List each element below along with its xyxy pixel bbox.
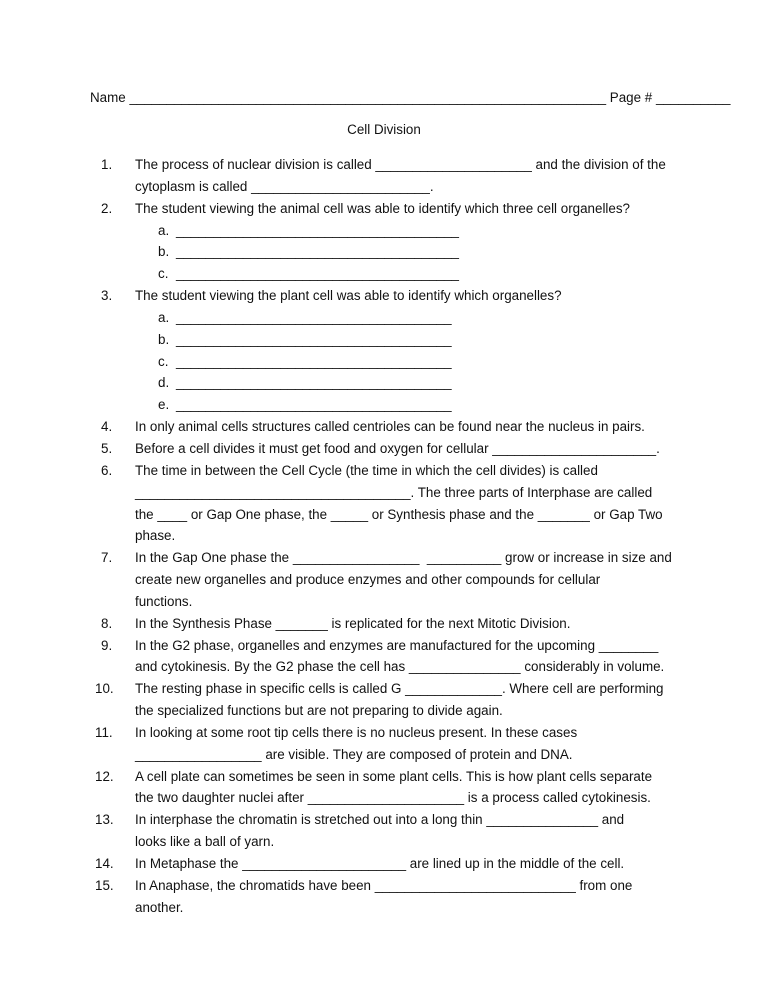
question-line <box>0 744 768 766</box>
question-line <box>0 591 768 613</box>
answer-line-item <box>0 263 768 285</box>
question-number: 7. <box>101 550 113 566</box>
answer-line-item <box>0 307 768 329</box>
question-text: In interphase the chromatin is stretched out into a long thin _______________ and <box>135 812 625 828</box>
question-line <box>0 897 768 919</box>
question-text: In Anaphase, the chromatids have been ___________________________ from one <box>135 877 633 893</box>
question-text: create new organelles and produce enzymes and other compounds for cellular <box>135 572 601 588</box>
answer-line-item <box>0 372 768 394</box>
question-line <box>0 787 768 809</box>
question-line <box>0 700 768 722</box>
question-line <box>0 416 768 438</box>
question-list <box>0 154 768 919</box>
question-line <box>0 176 768 198</box>
question-number: 13. <box>95 812 114 828</box>
sub-item-letter: a. <box>158 309 170 325</box>
question-line <box>0 722 768 744</box>
question-text: the two daughter nuclei after _____________________ is a process called cytokinesis. <box>135 790 651 806</box>
question-text: another. <box>135 899 184 915</box>
answer-blank: ______________________________________ <box>176 266 459 282</box>
question-line <box>0 656 768 678</box>
answer-line-item <box>0 241 768 263</box>
question-line <box>0 613 768 635</box>
question-line <box>0 853 768 875</box>
question-text: The resting phase in specific cells is called G _____________. Where cell are performing <box>135 681 664 697</box>
question-text: The student viewing the plant cell was able to identify which organelles? <box>135 288 562 304</box>
answer-blank: ______________________________________ <box>176 244 459 260</box>
question-number: 11. <box>95 724 113 740</box>
answer-blank: ______________________________________ <box>176 222 459 238</box>
name-page-header: Name ________________________________________________________________ Page # __________ <box>90 90 731 105</box>
question-number: 14. <box>95 856 114 871</box>
question-number: 1. <box>101 157 113 172</box>
question-line <box>0 678 768 700</box>
answer-blank: _____________________________________ <box>176 353 452 369</box>
question-line <box>0 831 768 853</box>
question-line <box>0 547 768 569</box>
question-text: The process of nuclear division is called _____________________ and the division of the <box>135 157 666 172</box>
sub-item-letter: e. <box>158 397 170 413</box>
question-line <box>0 809 768 831</box>
question-text: the ____ or Gap One phase, the _____ or Synthesis phase and the _______ or Gap Two <box>135 506 663 522</box>
question-number: 12. <box>95 768 114 784</box>
question-text: In Metaphase the ______________________ are lined up in the middle of the cell. <box>135 856 625 871</box>
answer-line-item <box>0 329 768 351</box>
sub-item-letter: d. <box>158 375 170 391</box>
sub-item-letter: b. <box>158 331 170 347</box>
question-text: phase. <box>135 528 176 544</box>
question-text: _____________________________________. The three parts of Interphase are called <box>135 484 653 500</box>
question-text: _________________ are visible. They are composed of protein and DNA. <box>135 746 573 762</box>
question-line <box>0 154 768 176</box>
question-text: The time in between the Cell Cycle (the time in which the cell divides) is called <box>135 462 598 478</box>
question-text: The student viewing the animal cell was able to identify which three cell organelles? <box>135 200 630 216</box>
question-number: 4. <box>101 419 113 435</box>
question-line <box>0 460 768 482</box>
answer-line-item <box>0 394 768 416</box>
question-text: and cytokinesis. By the G2 phase the cell has _______________ considerably in volume. <box>135 659 665 675</box>
question-number: 2. <box>101 200 113 216</box>
answer-line-item <box>0 220 768 242</box>
sub-item-letter: a. <box>158 222 170 238</box>
question-line <box>0 285 768 307</box>
question-text: In the Synthesis Phase _______ is replicated for the next Mitotic Division. <box>135 615 571 631</box>
answer-blank: _____________________________________ <box>176 331 452 347</box>
question-text: looks like a ball of yarn. <box>135 834 275 850</box>
question-line <box>0 635 768 657</box>
question-number: 6. <box>101 462 113 478</box>
question-text: In looking at some root tip cells there is no nucleus present. In these cases <box>135 724 578 740</box>
question-text: the specialized functions but are not preparing to divide again. <box>135 703 503 719</box>
question-line <box>0 569 768 591</box>
question-line <box>0 438 768 460</box>
question-line <box>0 766 768 788</box>
question-line <box>0 525 768 547</box>
question-text: Before a cell divides it must get food and oxygen for cellular ______________________. <box>135 440 660 456</box>
question-number: 15. <box>95 877 114 893</box>
question-number: 9. <box>101 637 113 653</box>
question-number: 3. <box>101 288 113 304</box>
question-number: 5. <box>101 440 113 456</box>
worksheet-title: Cell Division <box>347 122 421 137</box>
question-number: 8. <box>101 615 113 631</box>
question-line <box>0 482 768 504</box>
question-text: In the G2 phase, organelles and enzymes are manufactured for the upcoming ________ <box>135 637 659 653</box>
question-line <box>0 504 768 526</box>
answer-blank: _____________________________________ <box>176 375 452 391</box>
question-line <box>0 875 768 897</box>
question-text: functions. <box>135 593 193 609</box>
sub-item-letter: c. <box>158 266 169 282</box>
answer-blank: _____________________________________ <box>176 309 452 325</box>
sub-item-letter: b. <box>158 244 170 260</box>
sub-item-letter: c. <box>158 353 169 369</box>
question-text: In only animal cells structures called centrioles can be found near the nucleus in pairs. <box>135 419 645 435</box>
question-line <box>0 198 768 220</box>
question-text: cytoplasm is called ________________________. <box>135 178 434 194</box>
question-text: In the Gap One phase the _________________ __________ grow or increase in size and <box>135 550 672 566</box>
question-text: A cell plate can sometimes be seen in some plant cells. This is how plant cells separate <box>135 768 653 784</box>
answer-line-item <box>0 351 768 373</box>
answer-blank: _____________________________________ <box>176 397 452 413</box>
question-number: 10. <box>95 681 114 697</box>
